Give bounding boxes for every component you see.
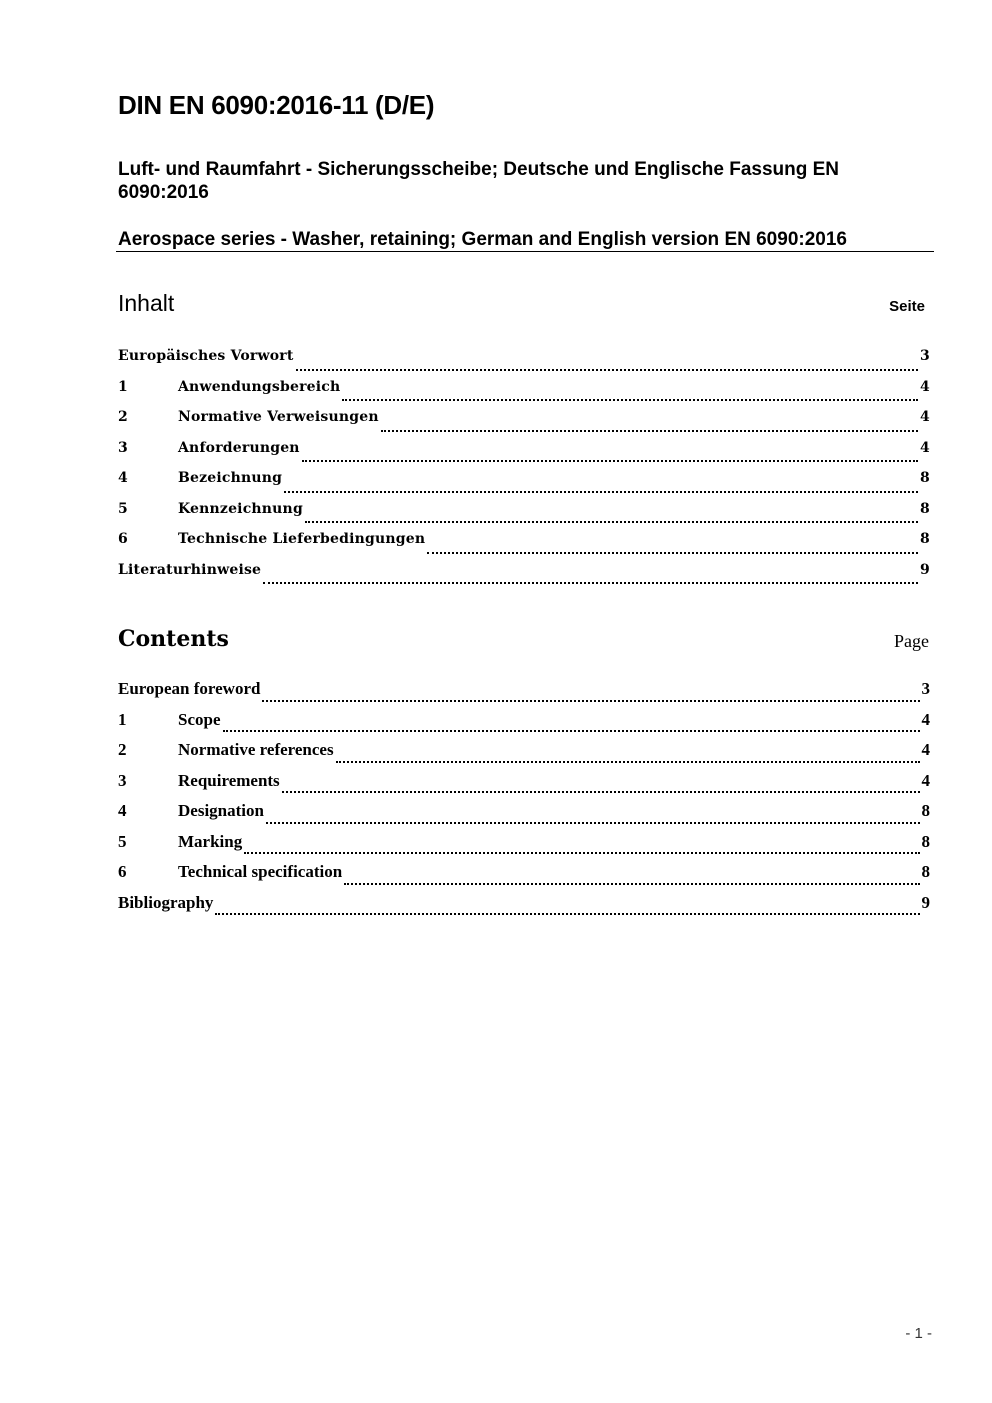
toc-entry[interactable]: [118, 771, 930, 802]
toc-entry-label[interactable]: Normative Verweisungen: [178, 409, 379, 425]
toc-entry-label[interactable]: Designation: [178, 801, 264, 820]
toc-entry[interactable]: [118, 501, 930, 532]
toc-dot-leader: [302, 460, 918, 462]
toc-entry[interactable]: [118, 862, 930, 893]
toc-entry-number: 1: [118, 378, 128, 395]
toc-entry-label[interactable]: Bibliography: [118, 892, 214, 912]
toc-entry[interactable]: [118, 531, 930, 562]
toc-entry-page[interactable]: 3: [920, 348, 930, 364]
toc-entry-number: 4: [118, 470, 128, 486]
toc-entry-label[interactable]: Literaturhinweise: [118, 561, 262, 578]
toc-entry-number: 1: [118, 709, 127, 729]
page-number: - 1 -: [905, 1325, 932, 1342]
toc-entry-label[interactable]: Technische Lieferbedingungen: [178, 531, 426, 547]
document-subtitle-german: Luft- und Raumfahrt - Sicherungsscheibe; Deutsche und Englische Fassung EN 6090:2016: [118, 159, 840, 203]
toc-dot-leader: [282, 791, 920, 793]
toc-entry-number: 2: [118, 409, 128, 425]
toc-entry-page[interactable]: 4: [920, 409, 930, 425]
toc-dot-leader: [296, 369, 919, 371]
toc-entry-label[interactable]: Europäisches Vorwort: [118, 348, 294, 364]
toc-entry-page[interactable]: 8: [920, 531, 930, 547]
toc-dot-leader: [427, 552, 918, 554]
toc-entry-page[interactable]: 3: [921, 679, 930, 698]
toc-heading-english: Contents: [118, 626, 229, 652]
toc-entry-label[interactable]: Bezeichnung: [178, 470, 283, 486]
toc-entry[interactable]: [118, 379, 930, 410]
toc-entry-number: 5: [118, 500, 128, 517]
toc-entry[interactable]: [118, 440, 930, 471]
header-divider: [116, 251, 934, 252]
toc-list-german: [118, 348, 930, 592]
toc-entry-number: 2: [118, 740, 127, 759]
toc-entry[interactable]: [118, 409, 930, 440]
document-subtitle-english: Aerospace series - Washer, retaining; German and English version EN 6090:2016: [118, 229, 847, 250]
toc-entry-number: 6: [118, 862, 127, 881]
toc-entry-page[interactable]: 8: [920, 470, 930, 486]
toc-page-column-label-english: Page: [894, 631, 929, 651]
toc-entry-page[interactable]: 4: [921, 709, 930, 729]
toc-entry-label[interactable]: Normative references: [178, 740, 334, 759]
toc-entry-page[interactable]: 8: [920, 500, 930, 517]
toc-dot-leader: [336, 761, 920, 763]
toc-entry[interactable]: [118, 893, 930, 924]
toc-dot-leader: [305, 521, 918, 523]
toc-entry-page[interactable]: 4: [921, 770, 930, 790]
toc-entry[interactable]: [118, 801, 930, 832]
toc-entry-label[interactable]: European foreword: [118, 679, 261, 698]
toc-entry-label[interactable]: Anforderungen: [178, 439, 300, 456]
document-title: DIN EN 6090:2016-11 (D/E): [118, 90, 435, 120]
toc-dot-leader: [342, 399, 918, 401]
toc-entry[interactable]: [118, 470, 930, 501]
toc-entry-number: 4: [118, 801, 127, 820]
toc-entry[interactable]: [118, 348, 930, 379]
toc-entry[interactable]: [118, 832, 930, 863]
toc-entry-label[interactable]: Technical specification: [178, 862, 343, 881]
toc-dot-leader: [344, 883, 919, 885]
toc-entry-page[interactable]: 9: [921, 892, 930, 912]
toc-entry[interactable]: [118, 679, 930, 710]
toc-entry-label[interactable]: Anwendungsbereich: [178, 378, 341, 395]
toc-entry-page[interactable]: 8: [921, 801, 930, 820]
toc-entry-page[interactable]: 4: [921, 740, 930, 759]
toc-entry-page[interactable]: 8: [921, 862, 930, 881]
toc-dot-leader: [263, 582, 918, 584]
toc-entry-number: 6: [118, 531, 128, 547]
toc-entry-page[interactable]: 8: [921, 831, 930, 851]
toc-dot-leader: [266, 822, 920, 824]
toc-page-column-label-german: Seite: [889, 298, 925, 315]
toc-dot-leader: [262, 700, 919, 702]
toc-dot-leader: [284, 491, 918, 493]
toc-entry-label[interactable]: Requirements: [178, 770, 280, 790]
toc-entry[interactable]: [118, 710, 930, 741]
toc-entry-number: 5: [118, 831, 127, 851]
toc-dot-leader: [223, 730, 920, 732]
toc-dot-leader: [244, 852, 919, 854]
toc-entry[interactable]: [118, 740, 930, 771]
toc-entry[interactable]: [118, 562, 930, 593]
toc-entry-page[interactable]: 4: [920, 378, 930, 395]
toc-dot-leader: [215, 913, 919, 915]
toc-entry-label[interactable]: Marking: [178, 831, 243, 851]
toc-entry-page[interactable]: 9: [920, 561, 930, 578]
toc-entry-label[interactable]: Scope: [178, 709, 221, 729]
toc-entry-label[interactable]: Kennzeichnung: [178, 500, 303, 517]
toc-dot-leader: [381, 430, 918, 432]
toc-entry-number: 3: [118, 439, 128, 456]
toc-list-english: [118, 679, 930, 923]
toc-heading-german: Inhalt: [118, 290, 175, 316]
toc-entry-number: 3: [118, 770, 127, 790]
toc-entry-page[interactable]: 4: [920, 439, 930, 456]
